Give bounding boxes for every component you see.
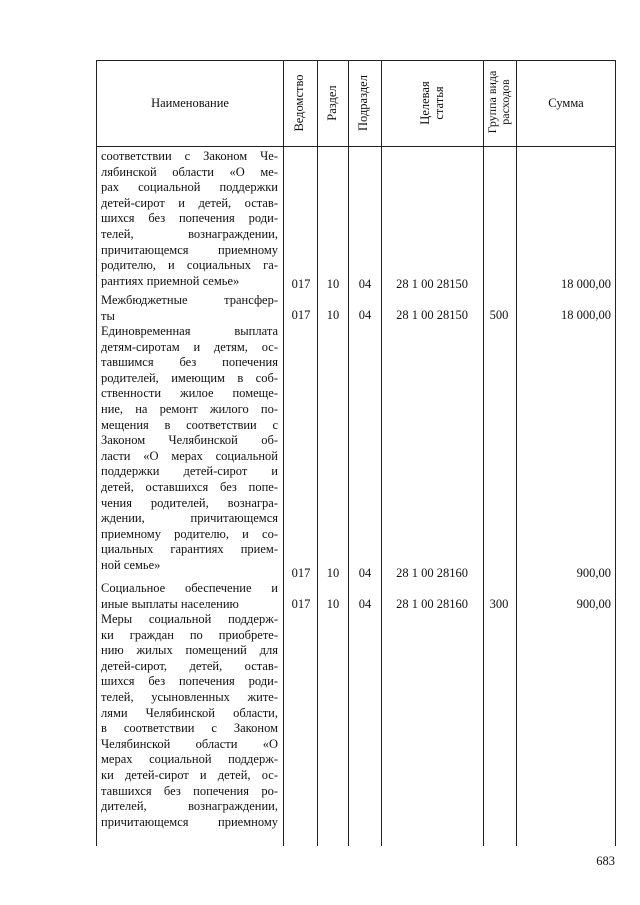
- cell-razdel: 10: [326, 597, 340, 611]
- row-name-line: родителей, имеющим в соб-: [101, 370, 278, 385]
- row-name-line: ной семье»: [101, 557, 161, 572]
- row-name-line: Челябинской области «О: [101, 736, 278, 751]
- cell-celevaya: 28 1 00 28150: [396, 277, 468, 291]
- cell-celevaya: 28 1 00 28160: [396, 566, 468, 580]
- column-header-gruppa-line1: Группа вида: [485, 70, 499, 134]
- table-border-right: [615, 60, 616, 846]
- row-name: [101, 581, 278, 612]
- row-name-line: родителю, и социальных га-: [101, 258, 278, 273]
- column-header-razdel: Раздел: [325, 85, 339, 121]
- page-number: 683: [596, 854, 615, 868]
- row-name-line: соответствии с Законом Че-: [101, 149, 278, 163]
- cell-razdel: 10: [326, 566, 340, 580]
- row-name-line: мещения в соответствии с: [101, 417, 278, 432]
- cell-podrazdel: 04: [358, 308, 372, 322]
- row-name-line: ственности жилое помеще-: [101, 386, 278, 401]
- cell-podrazdel: 04: [358, 597, 372, 611]
- column-header-celevaya-line2: статья: [432, 86, 446, 120]
- row-name-line: ки граждан по приобрете-: [101, 627, 278, 642]
- row-name-line: детей-сирот и детей, остав-: [101, 195, 278, 210]
- row-name-line: ты: [101, 308, 115, 323]
- row-name-line: Меры социальной поддерж-: [101, 612, 278, 626]
- row-name-line: причитающемся приемному: [101, 814, 278, 829]
- cell-vedomstvo: 017: [291, 308, 311, 322]
- cell-vedomstvo: 017: [291, 597, 311, 611]
- cell-summa: 900,00: [576, 566, 611, 580]
- row-name-line: рах социальной поддержки: [101, 180, 278, 195]
- column-header-celevaya: [418, 63, 446, 143]
- row-name-line: ки детей-сирот и детей, ос-: [101, 767, 278, 782]
- column-divider: [381, 60, 382, 846]
- row-name-line: лябинской области «О ме-: [101, 164, 278, 179]
- row-name-line: детей-сирот, детей, остав-: [101, 658, 278, 673]
- row-name-line: телей, вознаграждении,: [101, 226, 278, 241]
- column-header-name: Наименование: [151, 96, 229, 110]
- row-name: [101, 324, 278, 574]
- row-name: [101, 612, 278, 830]
- row-name-line: детям-сиротам и детям, ос-: [101, 339, 278, 354]
- row-name-line: ласти «О мерах социальной: [101, 448, 278, 463]
- column-divider: [516, 60, 517, 846]
- row-name: [101, 293, 278, 324]
- table-border-left: [96, 60, 97, 846]
- row-name-line: иные выплаты населению: [101, 596, 239, 611]
- cell-gruppa: 300: [489, 597, 509, 611]
- column-divider: [283, 60, 284, 846]
- cell-podrazdel: 04: [358, 566, 372, 580]
- row-name-line: нию жилых помещений для: [101, 643, 278, 658]
- column-divider: [483, 60, 484, 846]
- cell-summa: 18 000,00: [561, 277, 611, 291]
- row-name-line: циальных гарантиях прием-: [101, 542, 278, 557]
- cell-summa: 18 000,00: [561, 308, 611, 322]
- column-header-celevaya-line1: Целевая: [418, 81, 432, 125]
- cell-vedomstvo: 017: [291, 277, 311, 291]
- row-name-line: шихся без попечения роди-: [101, 674, 278, 689]
- row-name-line: лями Челябинской области,: [101, 705, 278, 720]
- cell-summa: 900,00: [576, 597, 611, 611]
- cell-razdel: 10: [326, 308, 340, 322]
- column-header-summa: Сумма: [548, 96, 584, 110]
- row-name-line: чения родителей, вознагра-: [101, 495, 278, 510]
- row-name-line: шихся без попечения роди-: [101, 211, 278, 226]
- column-header-gruppa-line2: расходов: [498, 79, 512, 125]
- column-header-gruppa: [486, 62, 514, 142]
- row-name-line: дителей, вознаграждении,: [101, 799, 278, 814]
- header-bottom-border: [96, 146, 616, 147]
- row-name-line: причитающемся приемному: [101, 242, 278, 257]
- column-divider: [348, 60, 349, 846]
- row-name-line: поддержки детей-сирот и: [101, 464, 278, 479]
- row-name-line: ждении, причитающемся: [101, 511, 278, 526]
- row-name-line: тавшимся без попечения: [101, 355, 278, 370]
- row-name-line: телей, усыновленных жите-: [101, 689, 278, 704]
- cell-vedomstvo: 017: [291, 566, 311, 580]
- column-header-podrazdel: Подраздел: [356, 75, 370, 131]
- cell-celevaya: 28 1 00 28150: [396, 308, 468, 322]
- column-header-vedomstvo: Ведомство: [292, 74, 306, 132]
- row-name-line: детей, оставшихся без попе-: [101, 479, 278, 494]
- cell-gruppa: 500: [489, 308, 509, 322]
- column-divider: [317, 60, 318, 846]
- row-name-line: Межбюджетные трансфер-: [101, 293, 278, 307]
- row-name-line: приемному родителю, и со-: [101, 526, 278, 541]
- row-name-line: Единовременная выплата: [101, 324, 278, 338]
- row-name-line: тавшихся без попечения ро-: [101, 783, 278, 798]
- cell-celevaya: 28 1 00 28160: [396, 597, 468, 611]
- cell-razdel: 10: [326, 277, 340, 291]
- row-name-line: в соответствии с Законом: [101, 721, 278, 736]
- row-name-line: мерах социальной поддерж-: [101, 752, 278, 767]
- row-name-line: ние, на ремонт жилого по-: [101, 401, 278, 416]
- row-name-line: Законом Челябинской об-: [101, 433, 278, 448]
- row-name-line: Социальное обеспечение и: [101, 581, 278, 595]
- row-name-line: рантиях приемной семье»: [101, 273, 240, 288]
- cell-podrazdel: 04: [358, 277, 372, 291]
- row-name: [101, 149, 278, 289]
